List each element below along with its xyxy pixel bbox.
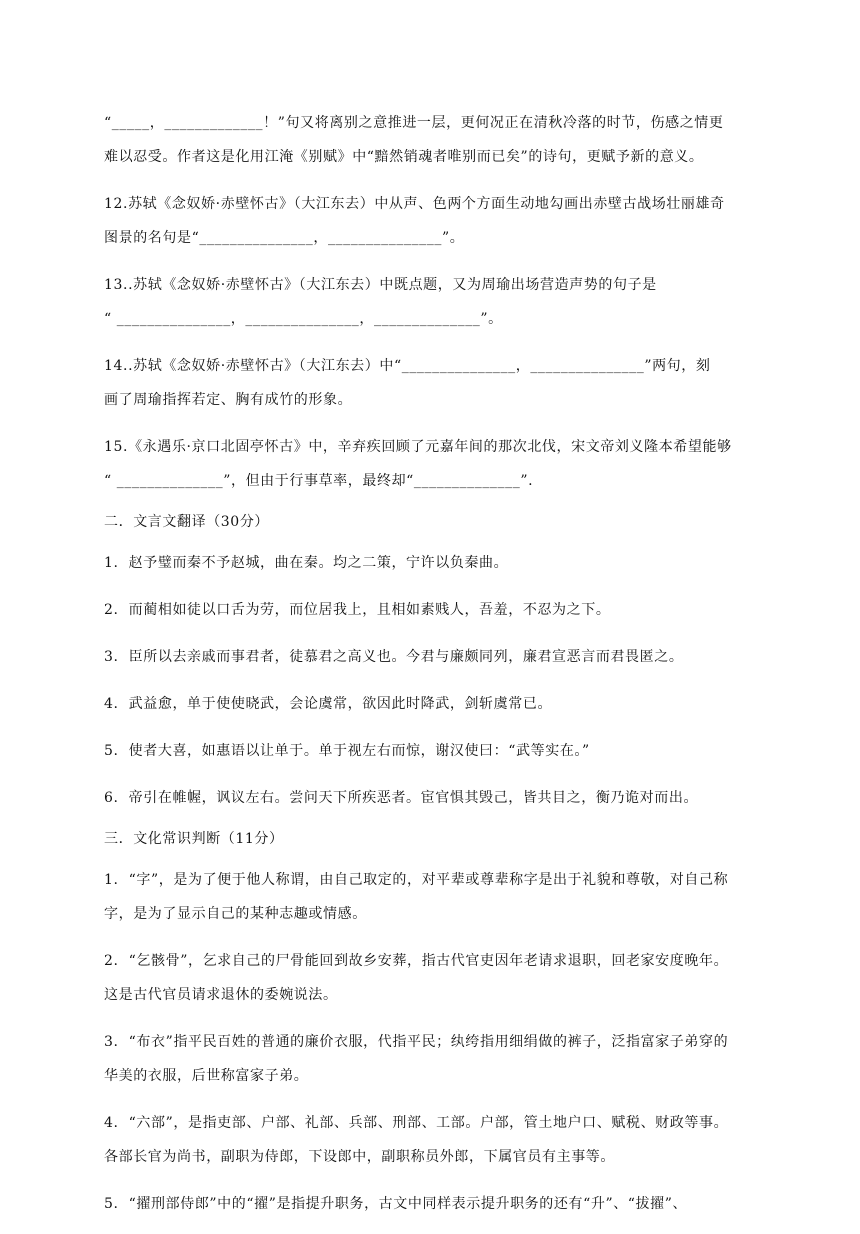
text-line: 5. “擢刑部侍郎”中的“擢”是指提升职务，古文中同样表示提升职务的还有“升”、“拔擢”、 <box>104 1196 688 1212</box>
text-line: 2. 而蔺相如徒以口舌为劳，而位居我上，且相如素贱人，吾羞，不忍为之下。 <box>104 602 611 618</box>
paragraph <box>104 106 772 174</box>
text-line: 12.苏轼《念奴娇·赤壁怀古》（大江东去）中从声、色两个方面生动地勾画出赤壁古战场壮丽雄奇 <box>104 196 725 212</box>
text-line: “_____，_____________！”句又将离别之意推进一层，更何况正在清秋冷落的时节，伤感之情更 <box>104 115 724 131</box>
paragraph <box>104 863 772 931</box>
paragraph <box>104 687 772 721</box>
paragraph <box>104 944 772 1012</box>
paragraph <box>104 1106 772 1174</box>
text-line: 图景的名句是“_______________，_______________”。 <box>104 230 465 246</box>
text-line: 各部长官为尚书，副职为侍郎，下设郎中，副职称员外郎，下属官员有主事等。 <box>104 1149 615 1165</box>
paragraph <box>104 1025 772 1093</box>
paragraph <box>104 593 772 627</box>
text-line: 三．文化常识判断（11分） <box>104 831 284 847</box>
text-line: 13..苏轼《念奴娇·赤壁怀古》（大江东去）中既点题，又为周瑜出场营造声势的句子是 <box>104 277 657 293</box>
text-line: 14..苏轼《念奴娇·赤壁怀古》（大江东去）中“_______________，_______________”两句，刻 <box>104 358 711 374</box>
paragraph <box>104 187 772 255</box>
text-line: “ _______________，_______________，______________”。 <box>104 311 503 327</box>
text-line: 5. 使者大喜，如惠语以让单于。单于视左右而惊，谢汉使曰：“武等实在。” <box>104 743 590 759</box>
text-line: 4. 武益愈，单于使使晓武，会论虞常，欲因此时降武，剑斩虞常已。 <box>104 696 553 712</box>
text-line: 1. 赵予璧而秦不予赵城，曲在秦。均之二策，宁许以负秦曲。 <box>104 555 509 571</box>
text-line: 难以忍受。作者这是化用江淹《别赋》中“黯然销魂者唯别而已矣”的诗句，更赋予新的意义。 <box>104 149 704 165</box>
text-line: 3. “布衣”指平民百姓的普通的廉价衣服，代指平民；纨绔指用细绢做的裤子，泛指富家子弟穿的 <box>104 1034 729 1050</box>
text-line: 字，是为了显示自己的某种志趣或情感。 <box>104 906 367 922</box>
text-line: “ ______________”，但由于行事草率，最终却“______________”. <box>104 473 534 489</box>
text-line: 华美的衣服，后世称富家子弟。 <box>104 1068 309 1084</box>
paragraph <box>104 268 772 336</box>
text-line: 6. 帝引在帷幄，讽议左右。尝问天下所疾恶者。宦官惧其毁己，皆共目之，衡乃诡对而出。 <box>104 790 699 806</box>
paragraph <box>104 734 772 768</box>
section-heading <box>104 828 772 850</box>
text-line: 画了周瑜指挥若定、胸有成竹的形象。 <box>104 392 353 408</box>
paragraph <box>104 430 772 498</box>
document-body <box>104 106 772 1234</box>
paragraph <box>104 640 772 674</box>
paragraph <box>104 781 772 815</box>
text-line: 3. 臣所以去亲戚而事君者，徒慕君之高义也。今君与廉颇同列，廉君宣恶言而君畏匿之。 <box>104 649 684 665</box>
text-line: 2. “乞骸骨”，乞求自己的尸骨能回到故乡安葬，指古代官吏因年老请求退职，回老家安度晚年。 <box>104 953 729 969</box>
text-line: 这是古代官员请求退休的委婉说法。 <box>104 987 338 1003</box>
text-line: 1. “字”，是为了便于他人称谓，由自己取定的，对平辈或尊辈称字是出于礼貌和尊敬，对自己称 <box>104 872 729 888</box>
text-line: 15.《永遇乐·京口北固亭怀古》中，辛弃疾回顾了元嘉年间的那次北伐，宋文帝刘义隆本希望能够 <box>104 439 732 455</box>
text-line: 二．文言文翻译（30分） <box>104 514 270 530</box>
paragraph <box>104 349 772 417</box>
text-line: 4. “六部”，是指吏部、户部、礼部、兵部、刑部、工部。户部，管土地户口、赋税、财政等事。 <box>104 1115 729 1131</box>
paragraph <box>104 546 772 580</box>
section-heading <box>104 511 772 533</box>
